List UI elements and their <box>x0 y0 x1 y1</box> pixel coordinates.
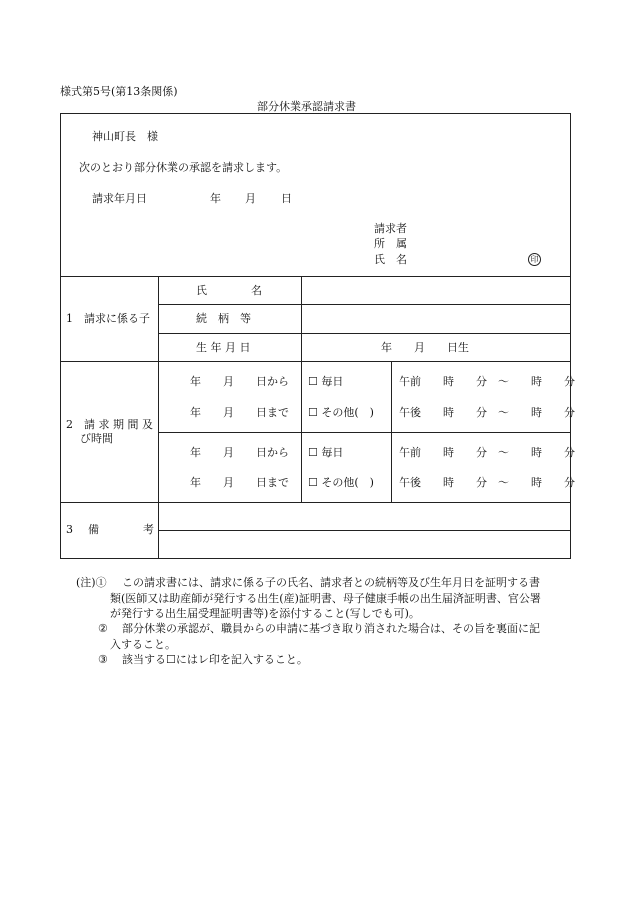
seal-mark: 印 <box>528 253 541 266</box>
note2-mark: ② <box>98 622 108 635</box>
period1-other-checkbox[interactable]: ☐ その他( ) <box>308 406 374 419</box>
divider-vertical <box>301 276 302 502</box>
period2-daily-checkbox[interactable]: ☐ 毎日 <box>308 446 344 459</box>
period1-from: 年 月 日から <box>190 375 289 388</box>
requester-name-label: 氏 名 <box>374 253 407 266</box>
divider-vertical <box>391 361 392 502</box>
divider-top <box>60 276 571 277</box>
birthdate-value: 年 月 日生 <box>381 341 469 354</box>
period2-time-am: 午前 時 分 ～ 時 分 <box>399 446 575 459</box>
period1-daily-checkbox[interactable]: ☐ 毎日 <box>308 375 344 388</box>
period1-time-am: 午前 時 分 ～ 時 分 <box>399 375 575 388</box>
requester-heading: 請求者 <box>374 222 407 235</box>
form-title: 部分休業承認請求書 <box>257 100 356 113</box>
divider <box>60 361 571 362</box>
form-number: 様式第5号(第13条関係) <box>60 85 178 98</box>
requester-affiliation-label: 所 属 <box>374 237 407 250</box>
note1-line3: が発行する出生届受理証明書等)を添付すること(写しでも可)。 <box>110 607 420 620</box>
relationship-label: 続 柄 等 <box>196 312 251 325</box>
section1-label: 1 請求に係る子 <box>66 312 150 325</box>
notes-prefix: (注)① <box>76 576 107 589</box>
section3-label: 備 考 <box>88 523 154 536</box>
section2-label: 2 請 求 期 間 及 <box>66 418 153 431</box>
note2-line2: 入すること。 <box>110 638 176 651</box>
request-date-year: 年 <box>210 192 221 205</box>
addressee: 神山町長 様 <box>92 130 158 143</box>
request-date-month: 月 <box>245 192 256 205</box>
period1-time-pm: 午後 時 分 ～ 時 分 <box>399 406 575 419</box>
birthdate-label: 生 年 月 日 <box>196 341 251 354</box>
note1-line1: この請求書には、請求に係る子の氏名、請求者との続柄等及び生年月日を証明する書 <box>122 576 540 589</box>
request-date-label: 請求年月日 <box>92 192 147 205</box>
divider <box>60 502 571 503</box>
note3-line1: 該当する☐にはレ印を記入すること。 <box>122 653 308 666</box>
period2-time-pm: 午後 時 分 ～ 時 分 <box>399 476 575 489</box>
period2-other-checkbox[interactable]: ☐ その他( ) <box>308 476 374 489</box>
period1-to: 年 月 日まで <box>190 406 289 419</box>
period2-from: 年 月 日から <box>190 446 289 459</box>
divider <box>158 333 571 334</box>
section3-number: 3 <box>66 523 73 536</box>
divider <box>158 530 571 531</box>
divider <box>158 432 571 433</box>
intro-text: 次のとおり部分休業の承認を請求します。 <box>79 161 288 174</box>
form-frame <box>60 113 571 559</box>
child-name-label: 氏 名 <box>196 284 262 297</box>
section2-label-cont: び時間 <box>80 432 113 445</box>
note3-mark: ③ <box>98 653 108 666</box>
note1-line2: 類(医師又は助産師が発行する出生(産)証明書、母子健康手帳の出生届済証明書、官公署 <box>110 592 541 605</box>
divider-vertical <box>158 276 159 559</box>
divider <box>158 304 571 305</box>
note2-line1: 部分休業の承認が、職員からの申請に基づき取り消された場合は、その旨を裏面に記 <box>122 622 540 635</box>
request-date-day: 日 <box>281 192 292 205</box>
period2-to: 年 月 日まで <box>190 476 289 489</box>
